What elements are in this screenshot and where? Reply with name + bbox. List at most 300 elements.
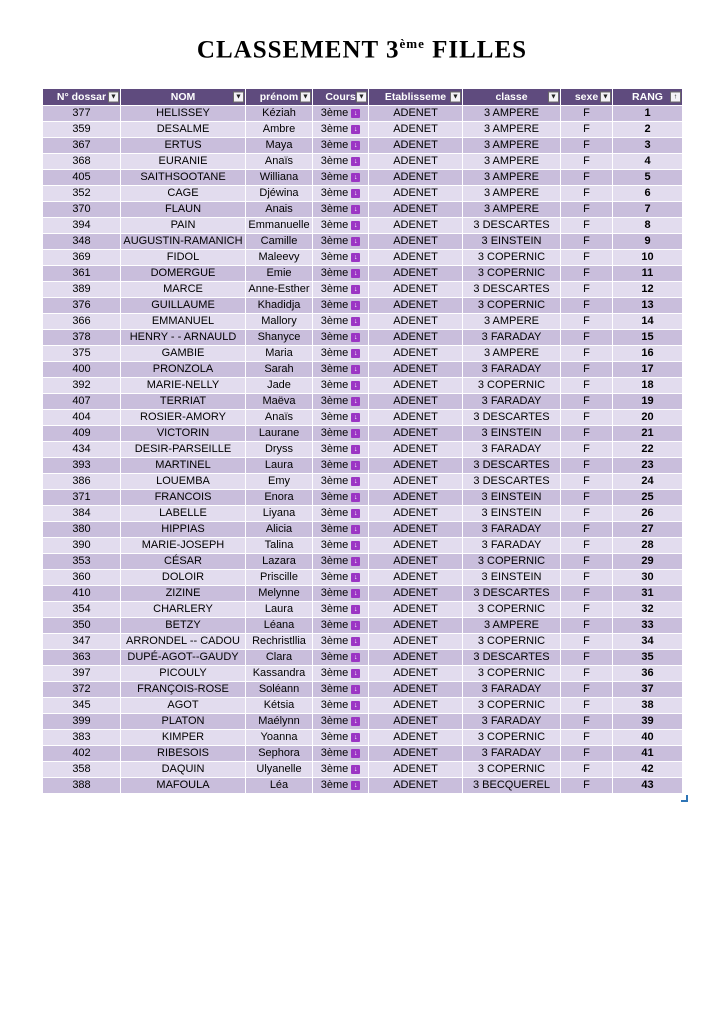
classe-cell: 3 FARADAY	[463, 714, 561, 730]
course-icon: ↓	[351, 125, 360, 134]
table-row	[43, 202, 683, 218]
course-label: 3ème	[320, 635, 349, 647]
sexe-cell: F	[561, 746, 613, 762]
etablissement-cell: ADENET	[369, 762, 463, 778]
sexe-cell: F	[561, 714, 613, 730]
course-icon: ↓	[351, 317, 360, 326]
nom-cell: LOUEMBA	[121, 474, 246, 490]
table-row	[43, 410, 683, 426]
dossard-cell: 366	[43, 314, 121, 330]
classe-cell: 3 COPERNIC	[463, 730, 561, 746]
course-cell	[313, 762, 369, 778]
column-header-label: classe	[495, 91, 528, 104]
dossard-cell: 376	[43, 298, 121, 314]
etablissement-cell: ADENET	[369, 570, 463, 586]
rang-cell: 13	[613, 298, 683, 314]
etablissement-cell: ADENET	[369, 122, 463, 138]
etablissement-cell: ADENET	[369, 186, 463, 202]
prenom-cell: Ambre	[246, 122, 313, 138]
filter-dropdown-icon[interactable]: ▼	[233, 92, 244, 103]
course-label: 3ème	[320, 171, 349, 183]
course-label: 3ème	[320, 491, 349, 503]
dossard-cell: 369	[43, 250, 121, 266]
sexe-cell: F	[561, 474, 613, 490]
nom-cell: MARIE-JOSEPH	[121, 538, 246, 554]
etablissement-cell: ADENET	[369, 538, 463, 554]
course-label: 3ème	[320, 267, 349, 279]
course-cell	[313, 650, 369, 666]
course-label: 3ème	[320, 363, 349, 375]
course-label: 3ème	[320, 427, 349, 439]
sort-ascending-filter-icon[interactable]: ↑	[670, 92, 681, 103]
filter-dropdown-icon[interactable]: ▼	[600, 92, 611, 103]
nom-cell: DOMERGUE	[121, 266, 246, 282]
rang-cell: 32	[613, 602, 683, 618]
dossard-cell: 367	[43, 138, 121, 154]
table-resize-handle[interactable]	[681, 795, 688, 802]
page-title-prefix: CLASSEMENT 3	[196, 36, 400, 64]
prenom-cell: Laura	[246, 458, 313, 474]
nom-cell: FIDOL	[121, 250, 246, 266]
dossard-cell: 348	[43, 234, 121, 250]
course-label: 3ème	[320, 619, 349, 631]
prenom-cell: Liyana	[246, 506, 313, 522]
etablissement-cell: ADENET	[369, 138, 463, 154]
classe-cell: 3 FARADAY	[463, 522, 561, 538]
classe-cell: 3 FARADAY	[463, 538, 561, 554]
dossard-cell: 400	[43, 362, 121, 378]
etablissement-cell: ADENET	[369, 218, 463, 234]
course-icon: ↓	[351, 301, 360, 310]
header-row	[43, 89, 683, 106]
nom-cell: ZIZINE	[121, 586, 246, 602]
column-header	[561, 89, 613, 106]
prenom-cell: Emy	[246, 474, 313, 490]
course-label: 3ème	[320, 475, 349, 487]
nom-cell: DESALME	[121, 122, 246, 138]
course-cell	[313, 666, 369, 682]
course-label: 3ème	[320, 139, 349, 151]
sexe-cell: F	[561, 378, 613, 394]
classe-cell: 3 DESCARTES	[463, 650, 561, 666]
etablissement-cell: ADENET	[369, 362, 463, 378]
sexe-cell: F	[561, 490, 613, 506]
etablissement-cell: ADENET	[369, 314, 463, 330]
table-row	[43, 122, 683, 138]
nom-cell: DAQUIN	[121, 762, 246, 778]
course-cell	[313, 602, 369, 618]
dossard-cell: 389	[43, 282, 121, 298]
dossard-cell: 394	[43, 218, 121, 234]
table-row	[43, 730, 683, 746]
etablissement-cell: ADENET	[369, 602, 463, 618]
rang-cell: 7	[613, 202, 683, 218]
course-icon: ↓	[351, 157, 360, 166]
sexe-cell: F	[561, 730, 613, 746]
course-icon: ↓	[351, 413, 360, 422]
course-icon: ↓	[351, 765, 360, 774]
filter-dropdown-icon[interactable]: ▼	[108, 92, 119, 103]
table-row	[43, 234, 683, 250]
prenom-cell: Laura	[246, 602, 313, 618]
prenom-cell: Clara	[246, 650, 313, 666]
sexe-cell: F	[561, 442, 613, 458]
table-row	[43, 346, 683, 362]
ranking-table-container	[42, 88, 682, 794]
nom-cell: EURANIE	[121, 154, 246, 170]
sexe-cell: F	[561, 426, 613, 442]
course-cell	[313, 378, 369, 394]
rang-cell: 33	[613, 618, 683, 634]
prenom-cell: Anais	[246, 202, 313, 218]
course-cell	[313, 138, 369, 154]
nom-cell: FRANCOIS	[121, 490, 246, 506]
course-cell	[313, 346, 369, 362]
course-label: 3ème	[320, 395, 349, 407]
etablissement-cell: ADENET	[369, 378, 463, 394]
page-title-suffix: FILLES	[424, 36, 528, 64]
rang-cell: 38	[613, 698, 683, 714]
sexe-cell: F	[561, 394, 613, 410]
course-cell	[313, 186, 369, 202]
sexe-cell: F	[561, 266, 613, 282]
course-cell	[313, 266, 369, 282]
course-cell	[313, 698, 369, 714]
classe-cell: 3 DESCARTES	[463, 410, 561, 426]
rang-cell: 21	[613, 426, 683, 442]
dossard-cell: 354	[43, 602, 121, 618]
rang-cell: 20	[613, 410, 683, 426]
course-cell	[313, 426, 369, 442]
prenom-cell: Maleevy	[246, 250, 313, 266]
etablissement-cell: ADENET	[369, 650, 463, 666]
etablissement-cell: ADENET	[369, 778, 463, 794]
classe-cell: 3 AMPERE	[463, 618, 561, 634]
course-icon: ↓	[351, 205, 360, 214]
table-row	[43, 154, 683, 170]
etablissement-cell: ADENET	[369, 634, 463, 650]
etablissement-cell: ADENET	[369, 282, 463, 298]
rang-cell: 35	[613, 650, 683, 666]
dossard-cell: 361	[43, 266, 121, 282]
sexe-cell: F	[561, 186, 613, 202]
column-header	[43, 89, 121, 106]
nom-cell: FRANÇOIS-ROSE	[121, 682, 246, 698]
classe-cell: 3 FARADAY	[463, 330, 561, 346]
course-icon: ↓	[351, 189, 360, 198]
rang-cell: 31	[613, 586, 683, 602]
sexe-cell: F	[561, 618, 613, 634]
dossard-cell: 402	[43, 746, 121, 762]
prenom-cell: Talina	[246, 538, 313, 554]
nom-cell: HELISSEY	[121, 106, 246, 122]
etablissement-cell: ADENET	[369, 458, 463, 474]
course-label: 3ème	[320, 443, 349, 455]
course-label: 3ème	[320, 379, 349, 391]
course-cell	[313, 570, 369, 586]
sexe-cell: F	[561, 170, 613, 186]
prenom-cell: Anaïs	[246, 410, 313, 426]
course-icon: ↓	[351, 429, 360, 438]
prenom-cell: Kéziah	[246, 106, 313, 122]
classe-cell: 3 COPERNIC	[463, 250, 561, 266]
course-icon: ↓	[351, 781, 360, 790]
filter-dropdown-icon[interactable]: ▼	[450, 92, 461, 103]
sexe-cell: F	[561, 762, 613, 778]
dossard-cell: 350	[43, 618, 121, 634]
classe-cell: 3 AMPERE	[463, 122, 561, 138]
etablissement-cell: ADENET	[369, 266, 463, 282]
course-label: 3ème	[320, 315, 349, 327]
prenom-cell: Emmanuelle	[246, 218, 313, 234]
dossard-cell: 372	[43, 682, 121, 698]
rang-cell: 16	[613, 346, 683, 362]
sexe-cell: F	[561, 314, 613, 330]
table-row	[43, 362, 683, 378]
course-label: 3ème	[320, 155, 349, 167]
course-cell	[313, 330, 369, 346]
course-cell	[313, 746, 369, 762]
course-label: 3ème	[320, 539, 349, 551]
course-label: 3ème	[320, 779, 349, 791]
course-cell	[313, 538, 369, 554]
nom-cell: MARIE-NELLY	[121, 378, 246, 394]
course-cell	[313, 458, 369, 474]
column-header	[369, 89, 463, 106]
table-row	[43, 602, 683, 618]
course-icon: ↓	[351, 557, 360, 566]
etablissement-cell: ADENET	[369, 410, 463, 426]
etablissement-cell: ADENET	[369, 714, 463, 730]
nom-cell: ARRONDEL -- CADOU	[121, 634, 246, 650]
course-icon: ↓	[351, 749, 360, 758]
table-row	[43, 442, 683, 458]
classe-cell: 3 AMPERE	[463, 186, 561, 202]
prenom-cell: Mallory	[246, 314, 313, 330]
course-label: 3ème	[320, 123, 349, 135]
course-icon: ↓	[351, 445, 360, 454]
course-label: 3ème	[320, 699, 349, 711]
course-cell	[313, 154, 369, 170]
sexe-cell: F	[561, 602, 613, 618]
prenom-cell: Maya	[246, 138, 313, 154]
table-row	[43, 618, 683, 634]
sexe-cell: F	[561, 698, 613, 714]
rang-cell: 19	[613, 394, 683, 410]
etablissement-cell: ADENET	[369, 298, 463, 314]
prenom-cell: Léa	[246, 778, 313, 794]
rang-cell: 34	[613, 634, 683, 650]
classe-cell: 3 COPERNIC	[463, 698, 561, 714]
column-header-label: NOM	[170, 91, 196, 104]
column-header	[463, 89, 561, 106]
course-cell	[313, 634, 369, 650]
course-icon: ↓	[351, 285, 360, 294]
sexe-cell: F	[561, 586, 613, 602]
sexe-cell: F	[561, 506, 613, 522]
table-row	[43, 522, 683, 538]
sexe-cell: F	[561, 330, 613, 346]
sexe-cell: F	[561, 522, 613, 538]
course-cell	[313, 122, 369, 138]
rang-cell: 29	[613, 554, 683, 570]
table-row	[43, 330, 683, 346]
sexe-cell: F	[561, 234, 613, 250]
column-header	[313, 89, 369, 106]
etablissement-cell: ADENET	[369, 730, 463, 746]
classe-cell: 3 EINSTEIN	[463, 570, 561, 586]
prenom-cell: Kassandra	[246, 666, 313, 682]
etablissement-cell: ADENET	[369, 106, 463, 122]
course-label: 3ème	[320, 715, 349, 727]
nom-cell: HENRY - - ARNAULD	[121, 330, 246, 346]
table-row	[43, 378, 683, 394]
column-header-label: Etablisseme	[384, 91, 447, 104]
classe-cell: 3 COPERNIC	[463, 378, 561, 394]
nom-cell: CAGE	[121, 186, 246, 202]
nom-cell: VICTORIN	[121, 426, 246, 442]
table-body	[43, 106, 683, 794]
course-cell	[313, 714, 369, 730]
course-icon: ↓	[351, 221, 360, 230]
table-row	[43, 650, 683, 666]
table-row	[43, 586, 683, 602]
dossard-cell: 409	[43, 426, 121, 442]
nom-cell: FLAUN	[121, 202, 246, 218]
rang-cell: 1	[613, 106, 683, 122]
rang-cell: 4	[613, 154, 683, 170]
classe-cell: 3 AMPERE	[463, 346, 561, 362]
filter-dropdown-icon[interactable]: ▼	[300, 92, 311, 103]
filter-dropdown-icon[interactable]: ▼	[548, 92, 559, 103]
table-row	[43, 474, 683, 490]
course-cell	[313, 586, 369, 602]
table-row	[43, 698, 683, 714]
prenom-cell: Williana	[246, 170, 313, 186]
rang-cell: 23	[613, 458, 683, 474]
nom-cell: AGOT	[121, 698, 246, 714]
rang-cell: 8	[613, 218, 683, 234]
course-label: 3ème	[320, 555, 349, 567]
course-label: 3ème	[320, 747, 349, 759]
prenom-cell: Emie	[246, 266, 313, 282]
course-label: 3ème	[320, 603, 349, 615]
rang-cell: 22	[613, 442, 683, 458]
rang-cell: 11	[613, 266, 683, 282]
dossard-cell: 386	[43, 474, 121, 490]
dossard-cell: 407	[43, 394, 121, 410]
prenom-cell: Lazara	[246, 554, 313, 570]
nom-cell: EMMANUEL	[121, 314, 246, 330]
course-cell	[313, 618, 369, 634]
classe-cell: 3 FARADAY	[463, 746, 561, 762]
dossard-cell: 358	[43, 762, 121, 778]
nom-cell: KIMPER	[121, 730, 246, 746]
nom-cell: ROSIER-AMORY	[121, 410, 246, 426]
classe-cell: 3 AMPERE	[463, 154, 561, 170]
rang-cell: 36	[613, 666, 683, 682]
table-row	[43, 778, 683, 794]
course-cell	[313, 730, 369, 746]
prenom-cell: Melynne	[246, 586, 313, 602]
nom-cell: CHARLERY	[121, 602, 246, 618]
dossard-cell: 370	[43, 202, 121, 218]
etablissement-cell: ADENET	[369, 154, 463, 170]
prenom-cell: Anne-Esther	[246, 282, 313, 298]
table-row	[43, 138, 683, 154]
table-row	[43, 282, 683, 298]
rang-cell: 40	[613, 730, 683, 746]
dossard-cell: 410	[43, 586, 121, 602]
rang-cell: 15	[613, 330, 683, 346]
classe-cell: 3 FARADAY	[463, 442, 561, 458]
prenom-cell: Anaïs	[246, 154, 313, 170]
column-header	[613, 89, 683, 106]
rang-cell: 41	[613, 746, 683, 762]
dossard-cell: 434	[43, 442, 121, 458]
classe-cell: 3 DESCARTES	[463, 474, 561, 490]
sexe-cell: F	[561, 410, 613, 426]
classe-cell: 3 COPERNIC	[463, 266, 561, 282]
etablissement-cell: ADENET	[369, 202, 463, 218]
course-cell	[313, 218, 369, 234]
dossard-cell: 390	[43, 538, 121, 554]
dossard-cell: 375	[43, 346, 121, 362]
course-icon: ↓	[351, 141, 360, 150]
nom-cell: PRONZOLA	[121, 362, 246, 378]
course-label: 3ème	[320, 731, 349, 743]
filter-dropdown-icon[interactable]: ▼	[356, 92, 367, 103]
course-cell	[313, 170, 369, 186]
prenom-cell: Léana	[246, 618, 313, 634]
nom-cell: ERTUS	[121, 138, 246, 154]
classe-cell: 3 AMPERE	[463, 106, 561, 122]
prenom-cell: Yoanna	[246, 730, 313, 746]
classe-cell: 3 FARADAY	[463, 682, 561, 698]
table-row	[43, 218, 683, 234]
sexe-cell: F	[561, 362, 613, 378]
etablissement-cell: ADENET	[369, 250, 463, 266]
column-header-label: RANG	[632, 91, 663, 104]
course-icon: ↓	[351, 589, 360, 598]
etablissement-cell: ADENET	[369, 346, 463, 362]
course-icon: ↓	[351, 525, 360, 534]
rang-cell: 25	[613, 490, 683, 506]
dossard-cell: 377	[43, 106, 121, 122]
rang-cell: 43	[613, 778, 683, 794]
dossard-cell: 384	[43, 506, 121, 522]
nom-cell: CÉSAR	[121, 554, 246, 570]
course-icon: ↓	[351, 509, 360, 518]
etablissement-cell: ADENET	[369, 522, 463, 538]
dossard-cell: 363	[43, 650, 121, 666]
classe-cell: 3 EINSTEIN	[463, 426, 561, 442]
classe-cell: 3 EINSTEIN	[463, 234, 561, 250]
table-row	[43, 186, 683, 202]
classe-cell: 3 FARADAY	[463, 362, 561, 378]
course-cell	[313, 490, 369, 506]
sexe-cell: F	[561, 154, 613, 170]
sexe-cell: F	[561, 538, 613, 554]
sexe-cell: F	[561, 458, 613, 474]
etablissement-cell: ADENET	[369, 330, 463, 346]
rang-cell: 30	[613, 570, 683, 586]
dossard-cell: 393	[43, 458, 121, 474]
dossard-cell: 383	[43, 730, 121, 746]
table-row	[43, 458, 683, 474]
sexe-cell: F	[561, 666, 613, 682]
sexe-cell: F	[561, 298, 613, 314]
